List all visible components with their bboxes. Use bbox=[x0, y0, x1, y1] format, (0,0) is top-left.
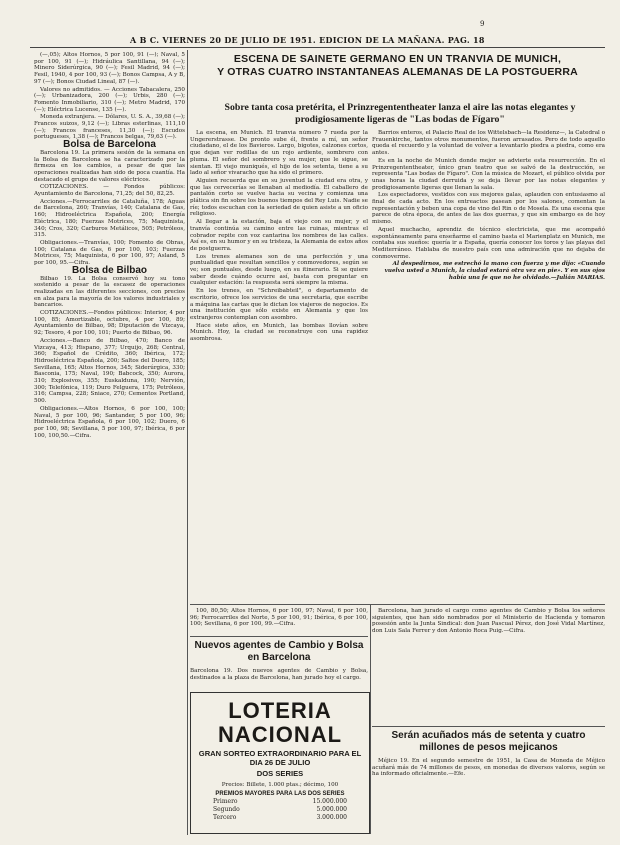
agents-headline: Nuevos agentes de Cambio y Bolsa en Barcelona bbox=[194, 640, 364, 663]
article-paragraph: Alguien recuerda que en su juventud la ciudad era otra, y que las cervecerías se llenaban al mediodía. El caballero de pantalón corto se vuelve hacia su vecina y comienza una plática sin fin sobre los buenos tiempos del Rey Luis. Nadie se ríe; todos escuchan con la seriedad de quien asiste a un oficio religioso. bbox=[190, 177, 368, 218]
bilbao-continuation bbox=[190, 608, 368, 629]
section-title-bilbao: Bolsa de Bilbao bbox=[71, 264, 147, 276]
prize-value: 5.000.000 bbox=[316, 806, 347, 813]
section-divider bbox=[372, 726, 605, 727]
column-divider bbox=[370, 604, 371, 834]
article-paragraph: Los trenes alemanes son de una perfección y una puntualidad que resultan sencillos y conmovedores, según se ve; son puntuales, desde luego, en su itinerario. Si se quiere saber desde cuándo ocurre así, basta con preguntar en cualquier estación: la respuesta será siempre la misma. bbox=[190, 253, 368, 287]
market-paragraph: Obligaciones.—Altos Hornos, 6 por 100, 100; Naval, 5 por 100, 96; Santander, 5 por 100, 96; Hidroeléctrica Española, 6 por 100, 102; Duero, 6 por 100, 98; Sevillana, 5 por 100, 97; Ibérica, 6 por 100, 100,50.—Cifra. bbox=[34, 405, 185, 439]
lottery-advertisement bbox=[190, 692, 370, 834]
lottery-prize-row bbox=[213, 814, 347, 821]
article-byline: Al despedirnos, me estrechó la mano con fuerza y me dijo: «Cuando vuelva usted a Munich, la ciudad estará otra vez en pie». Y en sus ojos había una fe que no he olvidado.—Julián MARIAS. bbox=[384, 261, 605, 281]
market-paragraph: Valores no admitidos. — Acciones Tabacalera, 250 (—); Urbanizadora, 200 (—); Urbis, 280 (—); Fomento Inmobiliario, 310 (—); Metro Madrid, 170 (—); Eléctrica Lucense, 135 (—). bbox=[34, 86, 185, 113]
article-headline bbox=[190, 53, 605, 79]
agents-body: Barcelona 19. Dos nuevos agentes de Cambio y Bolsa, destinados a la plaza de Barcelona, han jurado hoy el cargo. bbox=[190, 668, 368, 681]
article-column-2 bbox=[372, 130, 605, 600]
article-paragraph: Al llegar a la estación, baja el viejo con su mujer, y el tranvía continúa su camino entre las ruinas, mientras el cobrador repite con voz cantarina los nombres de las calles. Así es, en su humor y en su tristeza, la Alemania de estos años de postguerra. bbox=[190, 219, 368, 252]
section-divider bbox=[190, 636, 368, 637]
article-paragraph: Hace siete años, en Munich, las bombas llovían sobre Munich. Hoy, la ciudad se reconstruye con una rapidez asombrosa. bbox=[190, 322, 368, 343]
page-number: 9 bbox=[480, 20, 485, 28]
article-paragraph: Es en la noche de Munich donde mejor se advierte esta resurrección. En el Prinzregententheater, único gran teatro que se salvó de la destrucción, se representa "Las bodas de Fígaro". Con la música de Mozart, el público olvida por unas horas la ciudad derruida y se deja llevar por las notas elegantes y prodigiosamente ligeras que llenan la sala. bbox=[372, 157, 605, 191]
continuation-text: Barcelona, han jurado el cargo como agentes de Cambio y Bolsa los señores siguientes, que han sido nombrados por el Ministerio de Hacienda y tomaron posesión ante la Junta Sindical: don Juan Pascual Pérez, don José Vidal Martínez, don Luis Sala Ferrer y don Antonio Roca Puig.—Cifra. bbox=[372, 608, 605, 635]
lottery-prize-row bbox=[213, 806, 347, 813]
section-title-barcelona: Bolsa de Barcelona bbox=[63, 139, 156, 151]
section-divider bbox=[190, 604, 605, 605]
lottery-series: DOS SERIES bbox=[256, 769, 304, 778]
header-text: A B C. VIERNES 20 DE JULIO DE 1951. EDICION DE LA MAÑANA. PAG. 18 bbox=[130, 35, 485, 45]
article-column-1 bbox=[190, 130, 368, 600]
lottery-prize-row bbox=[213, 798, 347, 805]
prize-value: 3.000.000 bbox=[316, 814, 347, 821]
market-paragraph: Acciones.—Ferrocarriles de Cataluña, 178; Aguas de Barcelona, 260; Tranvías, 140; Catalana de Gas, 160; Hidroeléctrica Española, 200; Energía Eléctrica, 180; Fuerzas Motrices, 75; Maquinista, 340; Cros, 320; Carburos Metálicos, 505; Petróleos, 315. bbox=[34, 198, 185, 239]
market-paragraph: Barcelona 19. La primera sesión de la semana en la Bolsa de Barcelona se ha caracterizado por la firmeza en los cambios, a pesar de que las operaciones realizadas han sido de poca cuantía. Ha destacado el grupo de valores eléctricos. bbox=[34, 149, 185, 183]
headline-line-1: ESCENA DE SAINETE GERMANO EN UN TRANVIA DE MUNICH, bbox=[233, 53, 562, 65]
lottery-subtitle: GRAN SORTEO EXTRAORDINARIO PARA EL DIA 26 DE JULIO bbox=[198, 749, 362, 767]
lottery-premiums-title: PREMIOS MAYORES PARA LAS DOS SERIES bbox=[215, 791, 345, 797]
article-paragraph: Barrios enteros, el Palacio Real de los Wittelsbach—la Residenz—, la Catedral o Frauenkirche, tantos otros monumentos, fueron arrasados. Pero de todo aquello queda el recuerdo y la voluntad de volver a levantarlo piedra a piedra, como era antes. bbox=[372, 130, 605, 157]
prize-label: Segundo bbox=[213, 806, 240, 813]
barcelona-agents-continuation bbox=[372, 608, 605, 636]
article-paragraph: Aquel muchacho, aprendiz de técnico electricista, que me acompañó espontáneamente para enseñarme el camino hasta el Marienplatz en Munich, me contaba sus sueños: quería ir a España, quería conocer los toros y las playas del Mediterráneo. Hablaba de nuestro país con una admiración que no dejaba de conmoverme. bbox=[372, 226, 605, 260]
column-divider bbox=[187, 50, 188, 835]
market-paragraph: Bilbao 19. La Bolsa conservó hoy su tono sostenido a pesar de la escasez de operaciones realizadas en las diferentes secciones, con precios en alza para la mayoría de los valores industriales y bancarios. bbox=[34, 275, 185, 309]
mexico-article bbox=[372, 758, 605, 778]
prize-label: Primero bbox=[213, 798, 238, 805]
article-paragraph: La escena, en Munich. El tranvía número 7 rueda por la Ungererstrasse. De pronto sube él, frente a mí, un señor ciudadano, el de los Bavieros. Largo, bigotes, calzones cortos, que dejan ver rodillas de un rojo ardiente, sombrero con pluma. El señor del sombrero y su mujer, que le sigue, se sientan. El viejo muniqués, el hijo de los setenta, tiene a su lado al señor vivaracho que ha sido el primero. bbox=[190, 130, 368, 177]
headline-line-2: Y OTRAS CUATRO INSTANTANEAS ALEMANAS DE LA POSTGUERRA bbox=[217, 66, 578, 78]
market-paragraph: (—,05); Altos Hornos, 5 por 100, 91 (—); Naval, 5 por 100, 91 (—); Hidráulica Santillana, 94 (—); Minero Siderúrgica, 90 (—); Fesil Madrid, 94 (—); Fesil, 1940, 4 por 100, 93 (—); Bonos Campsa, A y B, 97 (—); Bonos Ciudad Lineal, 87 (—). bbox=[34, 52, 185, 85]
markets-column bbox=[34, 52, 185, 837]
article-subhead: Sobre tanta cosa pretérita, el Prinzregententheater lanza el aire las notas elegantes y prodigiosamente ligeras de "Las bodas de Fígaro" bbox=[224, 102, 576, 125]
prize-label: Tercero bbox=[213, 814, 237, 821]
page-header bbox=[30, 33, 605, 48]
market-paragraph: Moneda extranjera. — Dólares, U. S. A., 39,68 (—); Francos suizos, 9,12 (—); Libras esterlinas, 111,10 (—); Francos franceses, 11,30 (—); Escudos portugueses, 1,38 (—); Francos belgas, 79,63 (—). bbox=[34, 114, 185, 141]
mexico-headline: Serán acuñados más de setenta y cuatro millones de pesos mejicanos bbox=[391, 730, 586, 753]
article-paragraph: En los trenes, en "Schreibabteil", o departamento de escritorio, ofrece los servicios de una secretaria, que escribe a máquina las cartas que le dictan los viajeros de negocios. Es una institución que sólo existe en Alemania y que los extranjeros contemplan con asombro. bbox=[190, 288, 368, 321]
market-paragraph: Acciones.—Banco de Bilbao, 470; Banco de Vizcaya, 413; Hispano, 377; Urquijo, 268; Central, 360; Español de Crédito, 360; Ibérica, 172; Hidroeléctrica Española, 200; Saltos del Duero, 185; Sevillana, 165; Altos Hornos, 345; Siderúrgica, 330; Basconia, 175; Naval, 190; Babcock, 350; Aurora, 310; Explosivos, 355; Euskalduna, 190; Nervión, 300; Telefónica, 119; Duro Felguera, 175; Petróleos, 316; Campsa, 228; Sniace, 270; Cementos Portland, 500. bbox=[34, 337, 185, 405]
mexico-paragraph: Méjico 19. En el segundo semestre de 1951, la Casa de Moneda de Méjico acuñará más de 74 millones de pesos, en monedas de diversos valores, según se ha informado oficialmente.—Efe. bbox=[372, 758, 605, 778]
continuation-text: 100, 80,50; Altos Hornos, 6 por 100, 97; Naval, 6 por 100, 96; Ferrocarriles del Norte, 5 por 100, 91; Ibérica, 6 por 100, 100; Sevillana, 6 por 100, 99.—Cifra. bbox=[190, 608, 368, 628]
prize-value: 15.000.000 bbox=[312, 798, 347, 805]
market-paragraph: COTIZACIONES. — Fondos públicos: Ayuntamiento de Barcelona, 71,25; del 50, 82,25. bbox=[34, 184, 185, 198]
article-paragraph: Los espectadores, vestidos con sus mejores galas, aplauden con entusiasmo al final de cada acto. En los entreactos pasean por los salones, comentan la representación y beben una copa de vino del Rin o de Mosela. Es una escena que parece de otra época, de antes de las dos guerras, y que sin embargo es de hoy mismo. bbox=[372, 192, 605, 226]
lottery-price: Precios: Billete, 1.000 ptas.; décimo, 100 bbox=[221, 782, 339, 788]
market-paragraph: Obligaciones.—Tranvías, 100; Fomento de Obras, 100; Catalana de Gas, 6 por 100, 103; Fuerzas Motrices, 75; Maquinista, 6 por 100, 97; Asland, 5 por 100, 95.—Cifra. bbox=[34, 239, 185, 267]
lottery-title: LOTERIA NACIONAL bbox=[217, 698, 343, 747]
market-paragraph: COTIZACIONES.—Fondos públicos: Interior, 4 por 100, 85; Amortizable, octubre, 4 por 100, 89; Ayuntamiento de Bilbao, 98; Diputación de Vizcaya, 92; Tesoro, 4 por 100, 101; Puerto de Bilbao, 96. bbox=[34, 310, 185, 337]
